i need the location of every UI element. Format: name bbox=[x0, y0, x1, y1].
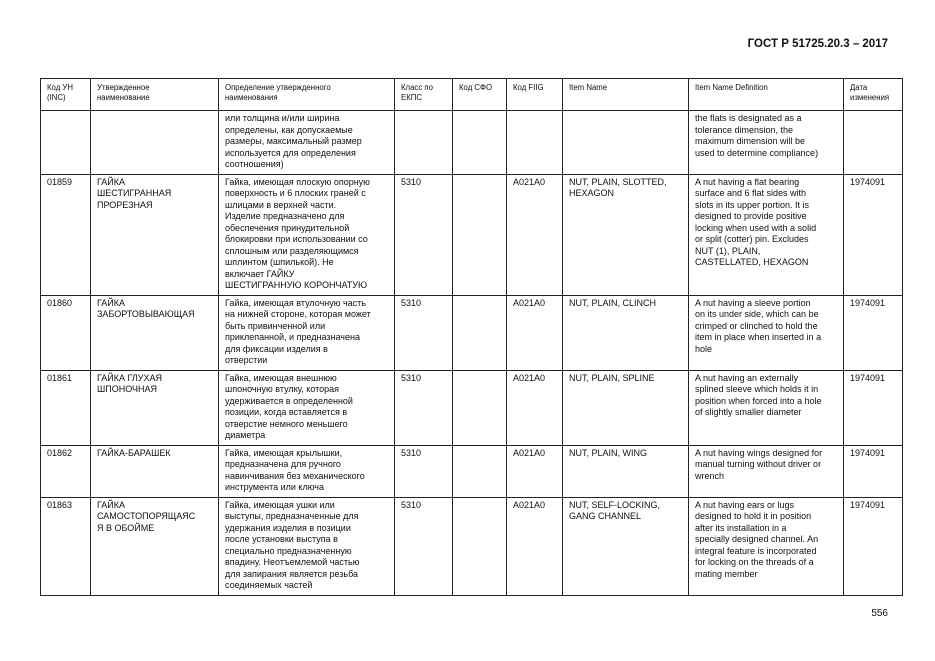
cell-item-name: NUT, SELF-LOCKING, GANG CHANNEL bbox=[563, 497, 689, 595]
header-fiig: Код FIIG bbox=[507, 79, 563, 111]
cell-definition: Гайка, имеющая плоскую опорную поверхность и 6 плоских граней с шлицами в верхней части. Изделие предназначено для обеспечения принудительной блокировки при использовании со сплошным или разделяющимся шплинтом (шпилькой). Не включает ГАЙКУ ШЕСТИГРАННУЮ КОРОНЧАТУЮ bbox=[219, 174, 395, 295]
cell-item-definition: A nut having wings designed for manual turning without driver or wrench bbox=[689, 445, 844, 497]
page-number: 556 bbox=[871, 608, 888, 619]
header-item-definition: Item Name Definition bbox=[689, 79, 844, 111]
cell-class: 5310 bbox=[395, 295, 453, 370]
cell-inc: 01863 bbox=[41, 497, 91, 595]
table-row bbox=[41, 111, 903, 175]
cell-name: ГАЙКА-БАРАШЕК bbox=[91, 445, 219, 497]
cell-date: 1974091 bbox=[844, 370, 903, 445]
cell-fiig: A021A0 bbox=[507, 445, 563, 497]
cell-sfo bbox=[453, 370, 507, 445]
cell-class: 5310 bbox=[395, 445, 453, 497]
header-sfo: Код СФО bbox=[453, 79, 507, 111]
table-row bbox=[41, 174, 903, 295]
cell-inc: 01859 bbox=[41, 174, 91, 295]
header-date: Дата изменения bbox=[844, 79, 903, 111]
header-definition: Определение утвержденного наименования bbox=[219, 79, 395, 111]
cell-date: 1974091 bbox=[844, 174, 903, 295]
cell-inc: 01861 bbox=[41, 370, 91, 445]
cell-sfo bbox=[453, 174, 507, 295]
header-item-name: Item Name bbox=[563, 79, 689, 111]
header-inc: Код УН (INC) bbox=[41, 79, 91, 111]
cell-name: ГАЙКА ЗАБОРТОВЫВАЮЩАЯ bbox=[91, 295, 219, 370]
cell-item-name: NUT, PLAIN, SLOTTED, HEXAGON bbox=[563, 174, 689, 295]
cell-definition: или толщина и/или ширина определены, как допускаемые размеры, максимальный размер используется для определения соотношения) bbox=[219, 111, 395, 175]
cell-inc: 01862 bbox=[41, 445, 91, 497]
cell-item-name: NUT, PLAIN, SPLINE bbox=[563, 370, 689, 445]
table-row bbox=[41, 370, 903, 445]
cell-fiig: A021A0 bbox=[507, 497, 563, 595]
cell-fiig: A021A0 bbox=[507, 370, 563, 445]
cell-fiig bbox=[507, 111, 563, 175]
cell-date bbox=[844, 111, 903, 175]
cell-date: 1974091 bbox=[844, 497, 903, 595]
header-row bbox=[41, 79, 903, 111]
cell-fiig: A021A0 bbox=[507, 174, 563, 295]
table-row bbox=[41, 445, 903, 497]
cell-item-name: NUT, PLAIN, CLINCH bbox=[563, 295, 689, 370]
cell-fiig: A021A0 bbox=[507, 295, 563, 370]
catalog-table bbox=[40, 78, 903, 596]
cell-sfo bbox=[453, 111, 507, 175]
cell-name: ГАЙКА САМОСТОПОРЯЩАЯС Я В ОБОЙМЕ bbox=[91, 497, 219, 595]
table-row bbox=[41, 497, 903, 595]
cell-class: 5310 bbox=[395, 370, 453, 445]
cell-name: ГАЙКА ГЛУХАЯ ШПОНОЧНАЯ bbox=[91, 370, 219, 445]
cell-definition: Гайка, имеющая внешнюю шпоночную втулку, которая удерживается в определенной позиции, когда вставляется в отверстие немного меньшего диаметра bbox=[219, 370, 395, 445]
cell-definition: Гайка, имеющая втулочную часть на нижней стороне, которая может быть привинченной или приклепанной, и предназначена для фиксации изделия в отверстии bbox=[219, 295, 395, 370]
cell-class: 5310 bbox=[395, 174, 453, 295]
cell-sfo bbox=[453, 295, 507, 370]
cell-item-name: NUT, PLAIN, WING bbox=[563, 445, 689, 497]
cell-class bbox=[395, 111, 453, 175]
cell-definition: Гайка, имеющая ушки или выступы, предназначенные для удержания изделия в позиции после установки выступа в специально предназначенную впадину. Неотъемлемой частью для запирания является резьба соединяемых частей bbox=[219, 497, 395, 595]
header-class: Класс по ЕКПС bbox=[395, 79, 453, 111]
cell-item-definition: A nut having ears or lugs designed to hold it in position after its installation in a specially designed channel. An integral feature is incorporated for locking on the threads of a mating member bbox=[689, 497, 844, 595]
cell-item-definition: A nut having a flat bearing surface and 6 flat sides with slots in its upper portion. It is designed to provide positive locking when used with a solid or split (cotter) pin. Excludes NUT (1), PLAIN, CASTELLATED, HEXAGON bbox=[689, 174, 844, 295]
cell-name: ГАЙКА ШЕСТИГРАННАЯ ПРОРЕЗНАЯ bbox=[91, 174, 219, 295]
cell-inc: 01860 bbox=[41, 295, 91, 370]
cell-item-definition: the flats is designated as a tolerance dimension, the maximum dimension will be used to determine compliance) bbox=[689, 111, 844, 175]
header-name: Утвержденное наименование bbox=[91, 79, 219, 111]
cell-name bbox=[91, 111, 219, 175]
table-row bbox=[41, 295, 903, 370]
cell-definition: Гайка, имеющая крылышки, предназначена для ручного навинчивания без механического инструмента или ключа bbox=[219, 445, 395, 497]
cell-sfo bbox=[453, 497, 507, 595]
cell-sfo bbox=[453, 445, 507, 497]
cell-item-name bbox=[563, 111, 689, 175]
cell-date: 1974091 bbox=[844, 445, 903, 497]
cell-inc bbox=[41, 111, 91, 175]
document-code: ГОСТ Р 51725.20.3 – 2017 bbox=[747, 38, 888, 50]
cell-item-definition: A nut having a sleeve portion on its under side, which can be crimped or clinched to hold the item in place when inserted in a hole bbox=[689, 295, 844, 370]
cell-item-definition: A nut having an externally splined sleeve which holds it in position when forced into a hole of slightly smaller diameter bbox=[689, 370, 844, 445]
cell-date: 1974091 bbox=[844, 295, 903, 370]
cell-class: 5310 bbox=[395, 497, 453, 595]
